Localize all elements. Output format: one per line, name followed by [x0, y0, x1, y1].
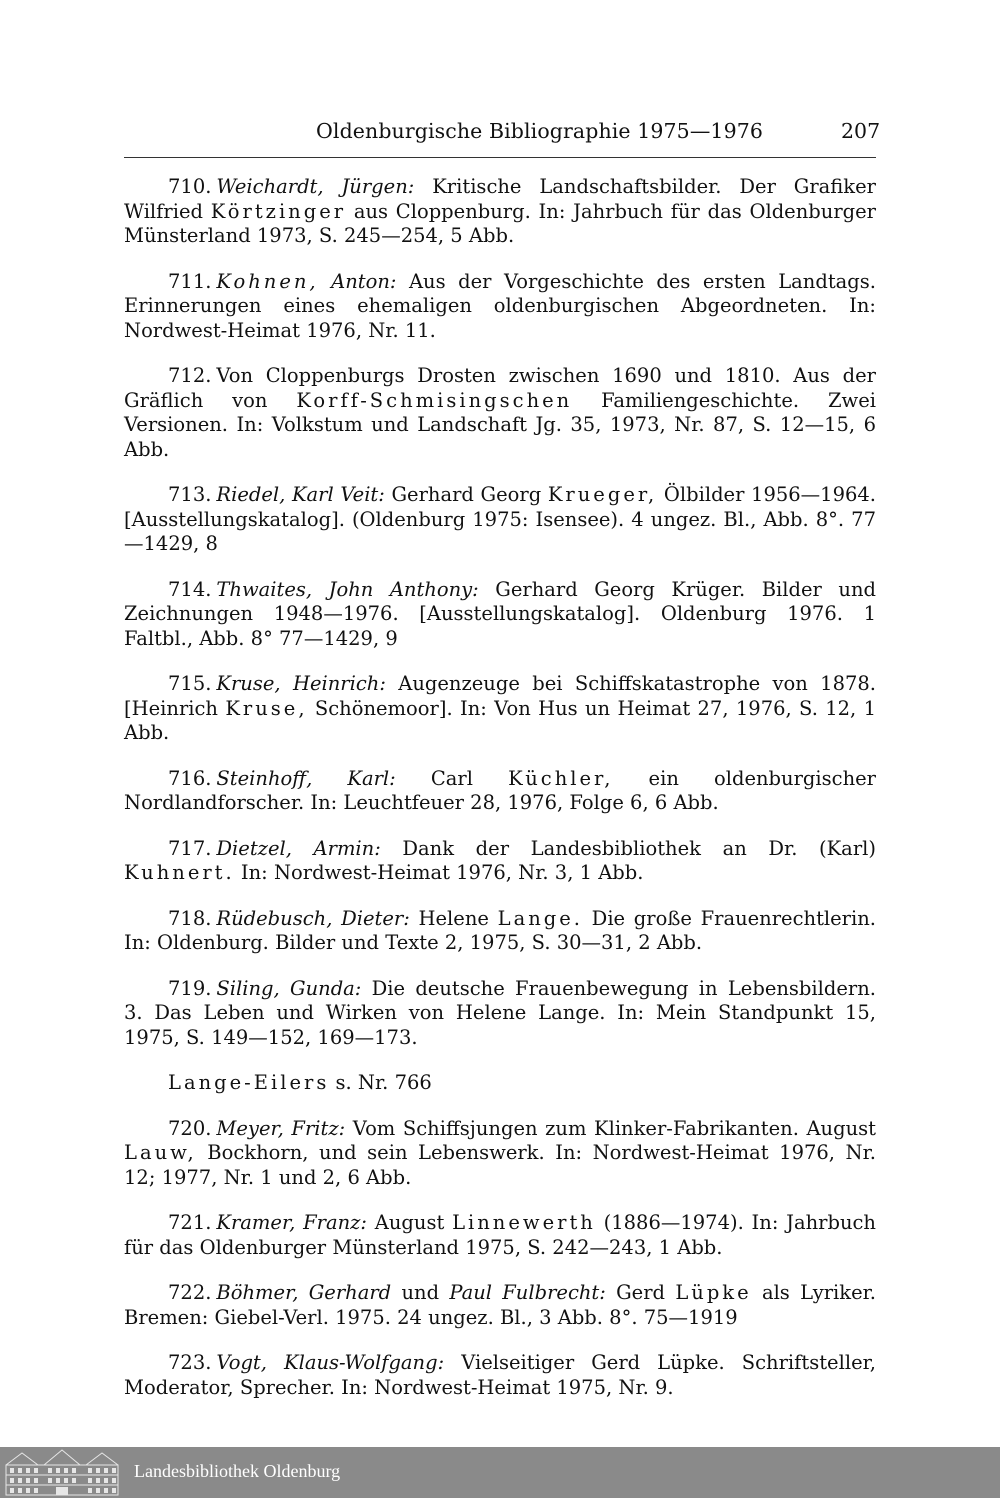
- entry-spaced-name: Krueger,: [547, 483, 658, 506]
- bibliography-entry: [124, 767, 876, 816]
- bibliography-entry: [124, 672, 876, 746]
- entry-author: Böhmer, Gerhard: [216, 1281, 392, 1304]
- entry-number: 716.: [168, 766, 212, 790]
- entry-text: August: [367, 1211, 453, 1234]
- bibliography-entries: [124, 175, 876, 1421]
- entry-author: Riedel, Karl Veit:: [216, 483, 385, 506]
- entry-text: Gerhard Georg: [384, 483, 548, 506]
- entry-text: Dank der Landesbibliothek an Dr. (Karl): [380, 836, 876, 860]
- entry-number: 717.: [168, 836, 212, 860]
- bibliography-entry: [124, 1211, 876, 1260]
- entry-text: Bockhorn, und sein Lebenswerk. In: Nordwest-Heimat 1976, Nr. 12; 1977, Nr. 1 und 2, 6 Abb.: [124, 1141, 876, 1189]
- entry-spaced-name: Lüpke: [675, 1281, 752, 1304]
- entry-author: Meyer, Fritz:: [216, 1116, 346, 1140]
- page-number: 207: [841, 119, 881, 143]
- entry-spaced-name: Korff-Schmisingschen: [296, 388, 573, 412]
- bibliography-entry: [124, 578, 876, 652]
- footer-bar: [0, 1447, 1000, 1498]
- entry-number: 710.: [168, 175, 212, 198]
- entry-text: Helene: [409, 906, 498, 930]
- entry-author: Thwaites, John Anthony:: [216, 577, 479, 601]
- entry-number: 715.: [168, 672, 212, 695]
- entry-text: Gerhard Georg Krüger. Bilder und Zeichnungen 1948—1976. [Ausstellungskatalog]. Oldenburg 1976. 1 Faltbl., Abb. 8° 77—1429, 9: [124, 577, 876, 650]
- entry-author: Weichardt, Jürgen:: [216, 175, 415, 198]
- entry-text: ein oldenburgischer Nordlandforscher. In: Leuchtfeuer 28, 1976, Folge 6, 6 Abb.: [124, 766, 876, 814]
- entry-number: 720.: [168, 1116, 212, 1140]
- entry-author: Kruse, Heinrich:: [216, 672, 386, 695]
- entry-text: Von Cloppenburgs Drosten zwischen 1690 und 1810. Aus der Gräflich von: [124, 364, 876, 412]
- bibliography-entry: [124, 907, 876, 956]
- entry-text: Familiengeschichte. Zwei Versionen. In: Volkstum und Landschaft Jg. 35, 1973, Nr. 87, S. 12—15, 6 Abb.: [124, 388, 876, 461]
- entry-text: (1886—1974). In: Jahrbuch für das Oldenburger Münsterland 1975, S. 242—243, 1 Abb.: [124, 1211, 876, 1259]
- header-divider: [124, 157, 876, 158]
- bibliography-entry: [124, 364, 876, 462]
- bibliography-entry: [124, 1281, 876, 1330]
- bibliography-entry: [124, 837, 876, 886]
- entry-number: 711.: [168, 269, 212, 293]
- entry-number: 719.: [168, 976, 212, 1000]
- entry-text: als Lyriker. Bremen: Giebel-Verl. 1975. 24 ungez. Bl., 3 Abb. 8°. 75—1919: [124, 1281, 877, 1329]
- entry-number: 714.: [168, 577, 212, 601]
- entry-text: Augenzeuge bei Schiffskatastrophe von 1878. [Heinrich: [124, 672, 876, 720]
- entry-author: Paul Fulbrecht:: [449, 1281, 606, 1304]
- bibliography-entry: [124, 977, 876, 1051]
- entry-author: Siling, Gunda:: [216, 976, 362, 1000]
- entry-text: Gerd: [605, 1281, 676, 1304]
- entry-text: Die große Frauenrechtlerin. In: Oldenburg. Bilder und Texte 2, 1975, S. 30—31, 2 Abb.: [124, 906, 876, 954]
- entry-text: Die deutsche Frauenbewegung in Lebensbildern. 3. Das Leben und Wirken von Helene Lange. In: Mein Standpunkt 15, 1975, S. 149—152, 169—173.: [124, 976, 876, 1049]
- entry-author: Steinhoff, Karl:: [216, 766, 396, 790]
- bibliography-entry: [124, 1351, 876, 1400]
- entry-spaced-name: Lauw,: [124, 1141, 197, 1164]
- entry-spaced-name: Lange.: [497, 906, 583, 930]
- bibliography-entry: [124, 1071, 876, 1096]
- bibliography-entry: [124, 270, 876, 344]
- entry-spaced-name: Kuhnert.: [124, 861, 235, 884]
- entry-author: Anton:: [318, 269, 397, 293]
- bibliography-entry: [124, 483, 876, 557]
- entry-number: 718.: [168, 906, 212, 930]
- entry-author: Kohnen,: [216, 269, 319, 293]
- entry-number: 712.: [168, 364, 212, 387]
- entry-number: 723.: [168, 1351, 212, 1374]
- entry-text: Vielseitiger Gerd Lüpke. Schriftsteller, Moderator, Sprecher. In: Nordwest-Heimat 1975, Nr. 9.: [124, 1351, 876, 1399]
- running-title: Oldenburgische Bibliographie 1975—1976: [316, 119, 763, 143]
- entry-text: s. Nr. 766: [329, 1071, 432, 1094]
- entry-text: Kritische Landschaftsbilder. Der Grafiker Wilfried: [124, 175, 876, 223]
- entry-number: 722.: [168, 1281, 212, 1304]
- entry-spaced-name: Linnewerth: [452, 1211, 596, 1234]
- entry-text: aus Cloppenburg. In: Jahrbuch für das Oldenburger Münsterland 1973, S. 245—254, 5 Abb.: [124, 199, 876, 247]
- entry-spaced-name: Lange-Eilers: [168, 1071, 330, 1094]
- entry-text: und: [391, 1281, 450, 1304]
- bibliography-entry: [124, 1117, 876, 1191]
- entry-text: In: Nordwest-Heimat 1976, Nr. 3, 1 Abb.: [234, 861, 644, 884]
- entry-number: 721.: [168, 1211, 212, 1234]
- entry-spaced-name: Kruse,: [225, 696, 308, 720]
- entry-spaced-name: Körtzinger: [210, 199, 347, 223]
- entry-text: Vom Schiffsjungen zum Klinker-Fabrikanten. August: [345, 1116, 876, 1140]
- entry-text: Schönemoor]. In: Von Hus un Heimat 27, 1976, S. 12, 1 Abb.: [124, 696, 876, 744]
- entry-author: Kramer, Franz:: [216, 1211, 367, 1234]
- entry-author: Vogt, Klaus-Wolfgang:: [216, 1351, 445, 1374]
- library-name: Landesbibliothek Oldenburg: [134, 1461, 341, 1481]
- entry-text: Carl: [395, 766, 509, 790]
- entry-spaced-name: Küchler,: [508, 766, 614, 790]
- entry-author: Dietzel, Armin:: [216, 836, 381, 860]
- entry-text: Aus der Vorgeschichte des ersten Landtags. Erinnerungen eines ehemaligen oldenburgischen Abgeordneten. In: Nordwest-Heimat 1976, Nr. 11.: [124, 269, 876, 342]
- library-building-icon: [0, 1447, 124, 1498]
- entry-number: 713.: [168, 483, 212, 506]
- bibliography-entry: [124, 175, 876, 249]
- entry-text: Ölbilder 1956—1964. [Ausstellungskatalog]. (Oldenburg 1975: Isensee). 4 ungez. Bl., Abb. 8°. 77—1429, 8: [124, 483, 877, 555]
- entry-author: Rüdebusch, Dieter:: [216, 906, 410, 930]
